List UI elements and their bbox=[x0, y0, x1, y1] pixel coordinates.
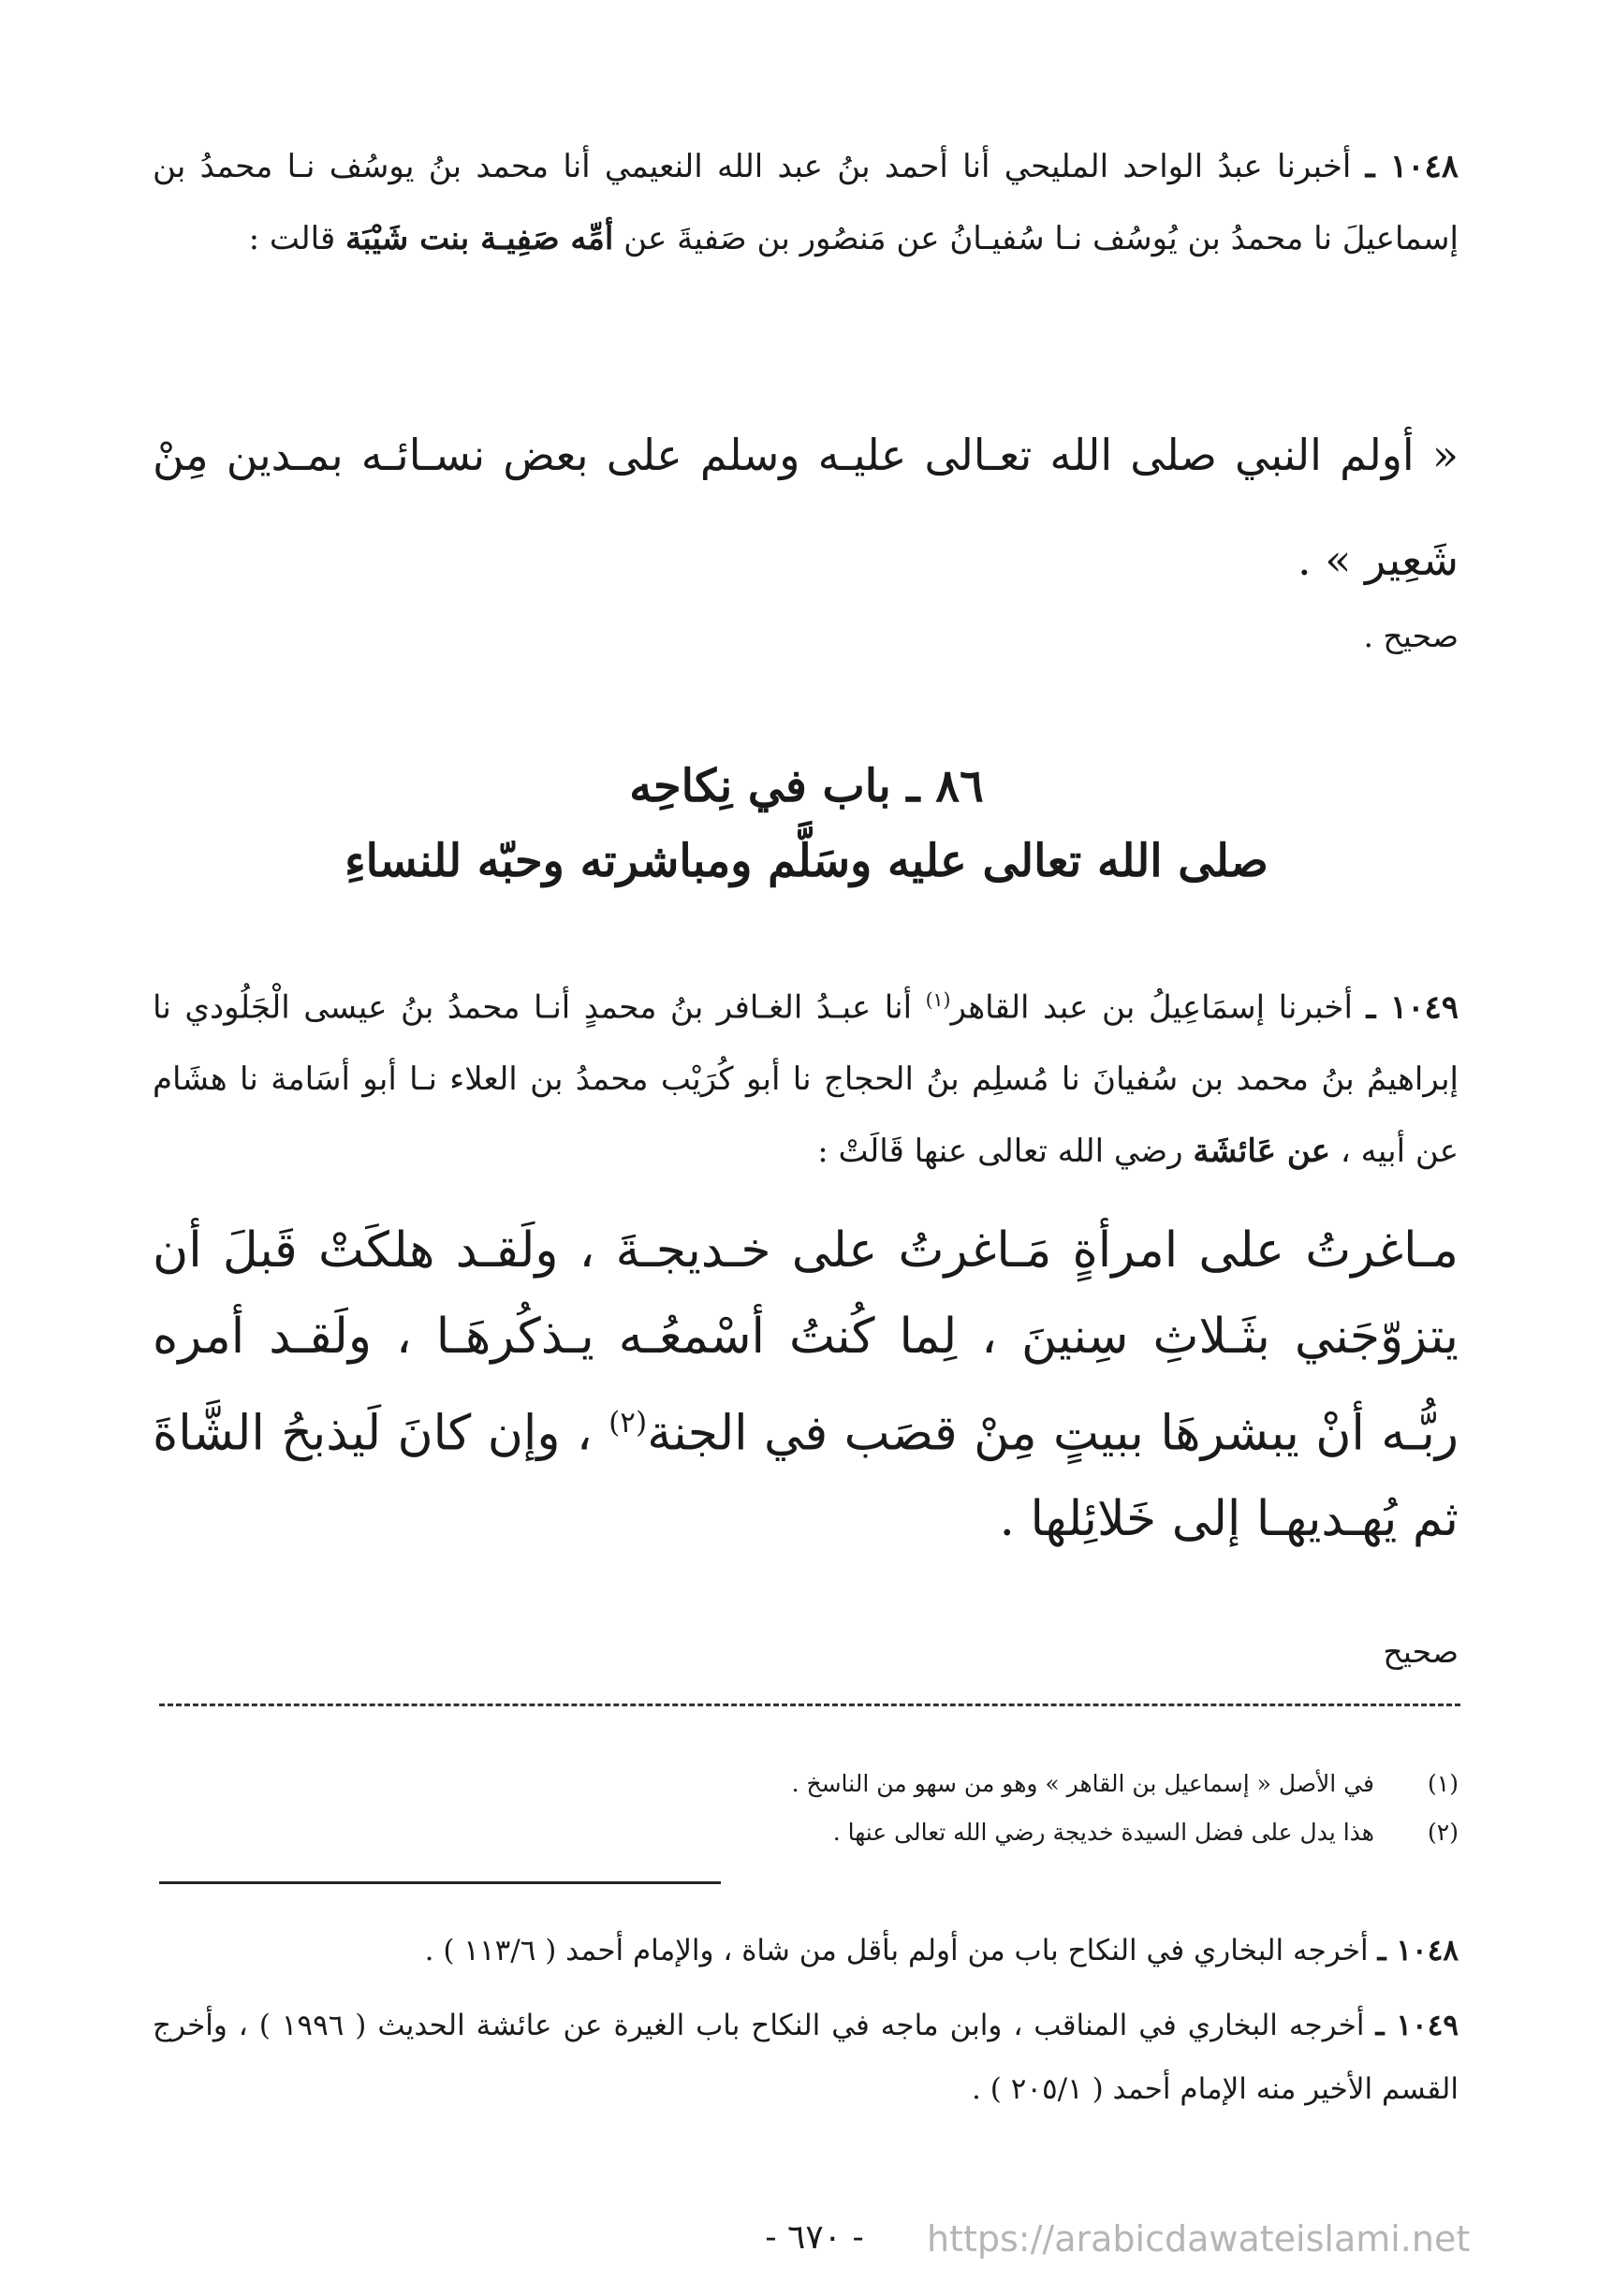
matn-text: مـاغرتُ على امرأةٍ مَـاغرتُ على خـديجـةَ ، ولَقـد هلكَتْ قَبلَ أن يتزوّجَني بثَـلاثِ سِنينَ ، لِما كُنتُ أسْمعُـه يـذكُرهَـا ، ولَقـد أمره ربُّـه أنْ يبشرهَا ببيتٍ مِنْ قصَب في الجنة bbox=[153, 1222, 1459, 1462]
footnote-number: (١) bbox=[1428, 1770, 1459, 1797]
hadith-number: ١٠٤٩ ـ bbox=[1366, 988, 1459, 1027]
isnad-text: أخبرنا إسمَاعِيلُ بن عبد القاهر bbox=[950, 988, 1353, 1027]
footnote-item bbox=[157, 1808, 1459, 1857]
hadith-1049-isnad bbox=[153, 964, 1459, 1188]
takhrij-number: ١٠٤٩ ـ bbox=[1375, 2009, 1459, 2042]
hadith-1049-matn bbox=[153, 1207, 1459, 1562]
chapter-heading bbox=[154, 749, 1459, 899]
hadith-1048-matn bbox=[153, 402, 1459, 612]
hadith-1048-grade: صحيح . bbox=[1363, 618, 1459, 654]
hadith-1049-grade: صحيح bbox=[1383, 1633, 1459, 1670]
footnote-number: (٢) bbox=[1428, 1819, 1459, 1846]
takhrij-text: أخرجه البخاري في المناقب ، وابن ماجه في النكاح باب الغيرة عن عائشة الحديث ( ١٩٩٦ ) ، وأخرج القسم الأخير منه الإمام أحمد ( ٢٠٥/١ ) . bbox=[153, 2009, 1459, 2106]
takhrij-section bbox=[153, 1919, 1459, 2132]
narrator-name: أمِّه صَفِيـة بنت شَيْبَة bbox=[345, 220, 614, 257]
narrator-name: عن عَائشَة bbox=[1193, 1133, 1331, 1171]
isnad-end: قالت : bbox=[248, 220, 336, 257]
footnote-item bbox=[157, 1760, 1459, 1808]
chapter-title-line1: ٨٦ ـ باب في نِكاحِه bbox=[629, 760, 984, 812]
watermark-url: https://arabicdawateislami.net bbox=[927, 2218, 1471, 2259]
footnote-divider bbox=[159, 1704, 1460, 1706]
isnad-text: أنا عبـدُ الغـافر بنُ محمدٍ أنـا محمدُ بنُ عيسى الْجَلُودي نا إبراهيمُ بنُ محمد بن سُفيانَ نا مُسلِم بنُ الحجاج نا أبو كُرَيْب محمدُ بن العلاء نـا أبو أسَامة نا هشَام عن أبيه ، bbox=[153, 988, 1459, 1171]
hadith-number: ١٠٤٨ ـ bbox=[1365, 148, 1459, 185]
takhrij-item bbox=[153, 1919, 1459, 1982]
matn-text: ، وإن كانَ لَيذبحُ الشَّاةَ ثم يُهـديهـا إلى خَلائِلها . bbox=[153, 1405, 1459, 1548]
footnote-text: هذا يدل على فضل السيدة خديجة رضي الله تعالى عنها . bbox=[832, 1819, 1374, 1846]
footnotes bbox=[157, 1760, 1459, 1857]
hadith-1048-isnad bbox=[153, 131, 1459, 275]
isnad-text: أخبرنا عبدُ الواحد المليحي أنا أحمد بنُ عبد الله النعيمي أنا محمد بنُ يوسُف نـا محمدُ بن إسماعيلَ نا محمدُ بن يُوسُف نـا سُفيـانُ عن مَنصُور بن صَفيةَ عن bbox=[153, 148, 1459, 257]
footnote-text: في الأصل « إسماعيل بن القاهر » وهو من سهو من الناسخ . bbox=[791, 1770, 1374, 1797]
page-number: - ٦٧٠ - bbox=[765, 2218, 864, 2257]
footnote-marker: (١) bbox=[925, 988, 951, 1011]
footnote-marker: (٢) bbox=[609, 1406, 648, 1440]
chapter-title-line2: صلى الله تعالى عليه وسَلَّم ومباشرته وحبّه للنساءِ bbox=[345, 835, 1268, 887]
takhrij-text: أخرجه البخاري في النكاح باب من أولم بأقل من شاة ، والإمام أحمد ( ١١٣/٦ ) . bbox=[424, 1934, 1369, 1967]
isnad-end: رضي الله تعالى عنها قَالَتْ : bbox=[817, 1133, 1183, 1171]
takhrij-divider bbox=[159, 1881, 721, 1884]
takhrij-item bbox=[153, 1994, 1459, 2121]
matn-text: « أولم النبي صلى الله تعـالى عليـه وسلم على بعض نسـائـه بمـدين مِنْ شَعِير » . bbox=[153, 430, 1459, 585]
takhrij-number: ١٠٤٨ ـ bbox=[1377, 1934, 1459, 1967]
